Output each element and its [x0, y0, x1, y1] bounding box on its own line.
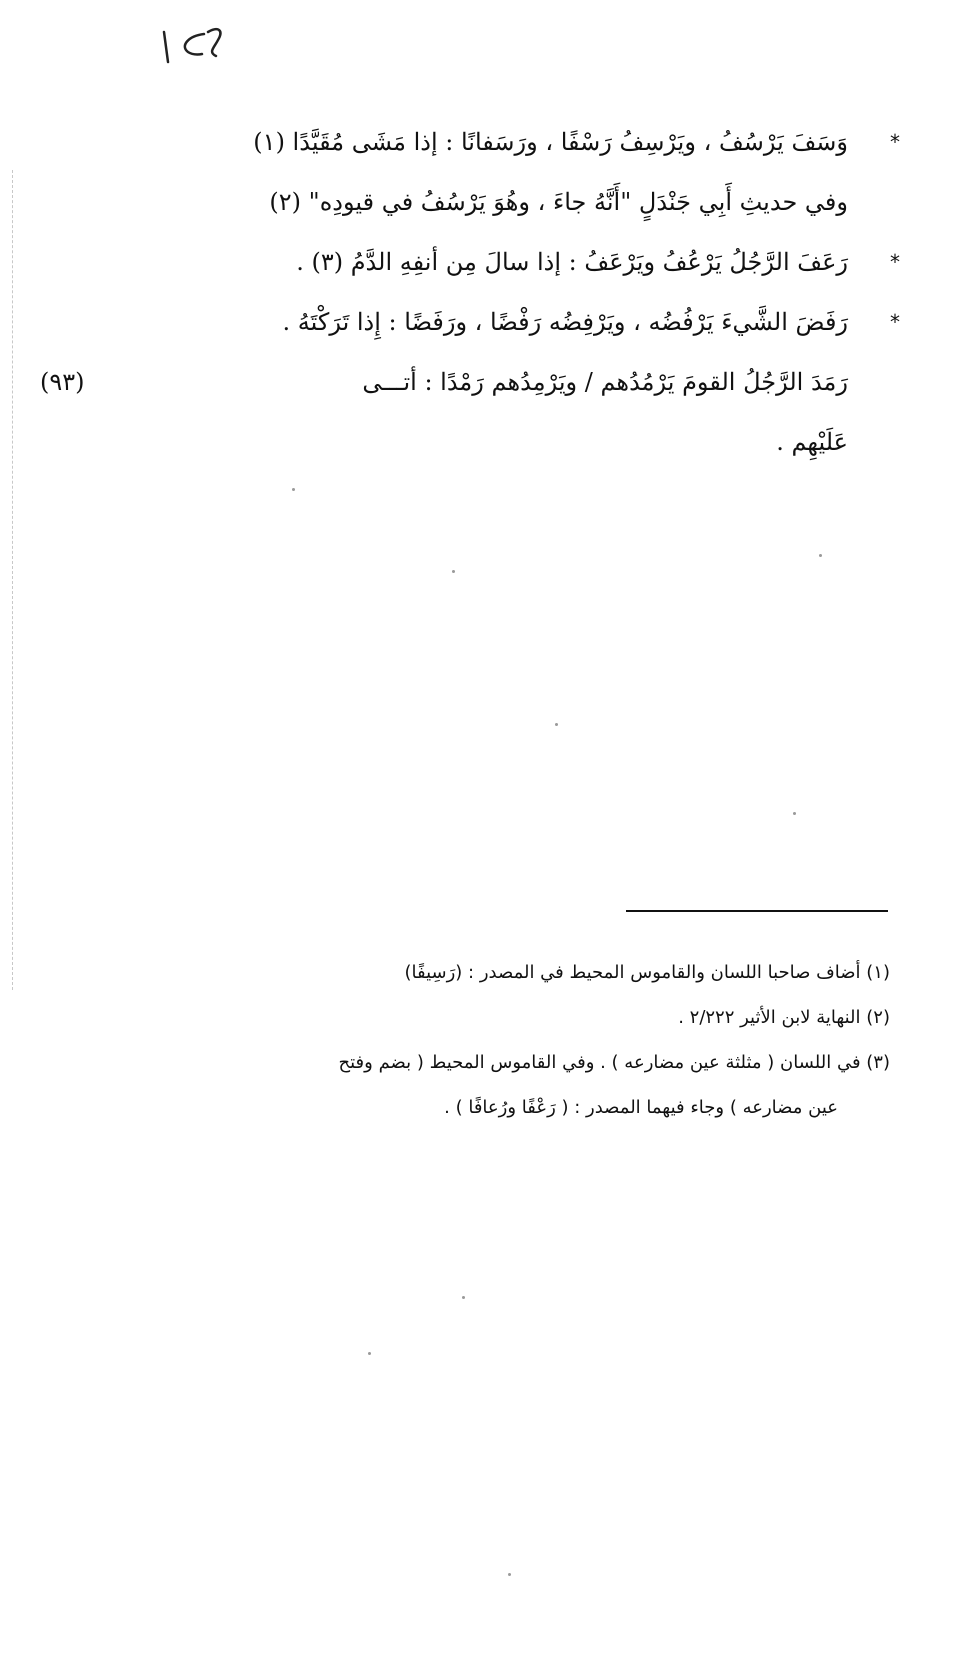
scan-speck: [793, 812, 796, 815]
footnote-2: [110, 995, 890, 1040]
footnote-3: [110, 1040, 890, 1130]
entry-marker: *: [890, 130, 900, 154]
scan-speck: [508, 1573, 511, 1576]
footnotes: [110, 950, 890, 1130]
entry-text: وفي حديثِ أَبِي جَنْدَلٍ "أَنَّهُ جاءَ ، وهُوَ يَرْسُفُ في قيودِه" (٢): [269, 188, 848, 216]
entry-raafa: [40, 232, 910, 292]
entry-text: عَلَيْهِم .: [776, 428, 848, 456]
scan-speck: [452, 570, 455, 573]
entry-text: رَفَضَ الشَّيءَ يَرْفُضُه ، ويَرْفِضُه رَفْضًا ، ورَفَضًا : إِذا تَرَكْتَهُ .: [282, 308, 848, 336]
dictionary-entries: [40, 112, 910, 472]
footnote-divider: [626, 910, 888, 912]
entry-ramada: [40, 352, 910, 412]
entry-marker: *: [890, 250, 900, 274]
scan-speck: [555, 723, 558, 726]
footnote-line: (٣) في اللسان ( مثلثة عين مضارعه ) . وفي القاموس المحيط ( بضم وفتح: [338, 1052, 890, 1073]
entry-text: رَعَفَ الرَّجُلُ يَرْعُفُ ويَرْعَفُ : إذا سالَ مِن أنفِهِ الدَّمُ (٣) .: [296, 248, 848, 276]
entry-text: وَسَفَ يَرْسُفُ ، ويَرْسِفُ رَسْفًا ، ورَسَفانًا : إذا مَشَى مُقَيَّدًا (١): [253, 128, 848, 156]
entry-rafada: [40, 292, 910, 352]
footnote-line: (١) أضاف صاحبا اللسان والقاموس المحيط في المصدر : (رَسِيفًا): [404, 962, 890, 983]
footnote-line-continued: عين مضارعه ) وجاء فيهما المصدر : ( رَعْفًا ورُعافًا ) .: [444, 1097, 838, 1118]
entry-rasafa-hadith: [40, 172, 910, 232]
footnote-line: (٢) النهاية لابن الأثير ٢/٢٢٢ .: [678, 1007, 890, 1028]
scan-speck: [368, 1352, 371, 1355]
entry-text: رَمَدَ الرَّجُلُ القومَ يَرْمُدُهم / ويَرْمِدُهم رَمْدًا : أتـــى: [362, 368, 848, 396]
scan-speck: [819, 554, 822, 557]
scan-speck: [292, 488, 295, 491]
scan-speck: [462, 1296, 465, 1299]
footnote-1: [110, 950, 890, 995]
page-reference: (٩٣): [40, 368, 85, 396]
entry-rasafa: [40, 112, 910, 172]
entry-ramada-continued: [40, 412, 910, 472]
entry-marker: *: [890, 310, 900, 334]
scan-edge-line: [12, 170, 13, 990]
handwritten-page-number: [158, 18, 238, 68]
